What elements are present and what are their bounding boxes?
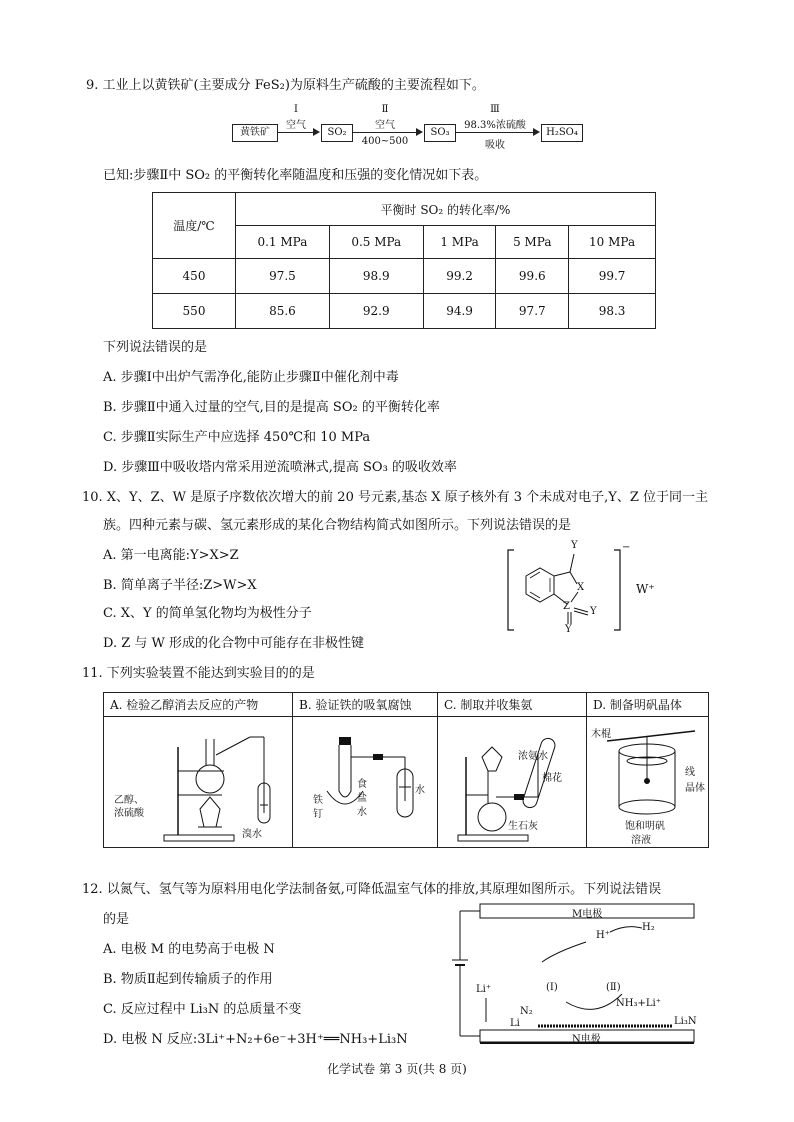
q10-stem-line2: 族。四种元素与碳、氢元素形成的某化合物结构简式如图所示。下列说法错误的是 bbox=[103, 518, 572, 533]
q9-option-b: B. 步骤Ⅱ中通入过量的空气,目的是提高 SO₂ 的平衡转化率 bbox=[103, 400, 440, 415]
pressure-header: 1 MPa bbox=[423, 226, 496, 259]
q10-structure bbox=[500, 538, 700, 642]
apparatus-c bbox=[438, 717, 587, 848]
value-cell: 99.7 bbox=[569, 259, 656, 294]
q9-question: 下列说法错误的是 bbox=[103, 340, 208, 355]
temp-cell: 450 bbox=[153, 259, 236, 294]
label-salt-3: 水 bbox=[357, 807, 367, 818]
substance-1-label: (Ⅰ) bbox=[546, 982, 558, 993]
label-solution-2: 溶液 bbox=[631, 835, 651, 846]
value-cell: 98.9 bbox=[329, 259, 423, 294]
hplus-label: H⁺ bbox=[596, 930, 610, 941]
li-label: Li bbox=[510, 1018, 520, 1029]
pressure-header: 10 MPa bbox=[569, 226, 656, 259]
temp-cell: 550 bbox=[153, 294, 236, 329]
label-salt-2: 盐 bbox=[357, 793, 367, 804]
experiment-picture-row bbox=[104, 717, 709, 848]
li3n-label: Li₃N bbox=[674, 1016, 697, 1027]
label-reagent-1: 乙醇、 bbox=[114, 795, 144, 806]
label-bromine-water: 溴水 bbox=[242, 829, 262, 840]
flow-box-so2: SO₂ bbox=[321, 124, 353, 142]
label-reagent-2: 浓硫酸 bbox=[114, 808, 144, 819]
value-cell: 94.9 bbox=[423, 294, 496, 329]
label-thread: 线 bbox=[685, 767, 695, 778]
q9-known: 已知:步骤Ⅱ中 SO₂ 的平衡转化率随温度和压强的变化情况如下表。 bbox=[103, 168, 488, 183]
table-row bbox=[153, 294, 656, 329]
value-cell: 85.6 bbox=[236, 294, 330, 329]
label-crystal: 晶体 bbox=[685, 783, 705, 794]
label-ammonia: 浓氨水 bbox=[518, 751, 548, 762]
q9-option-c: C. 步骤Ⅱ实际生产中应选择 450℃和 10 MPa bbox=[103, 430, 371, 445]
label-salt-1: 食 bbox=[357, 779, 367, 790]
page-footer: 化学试卷 第 3 页(共 8 页) bbox=[327, 1062, 467, 1076]
n-electrode-label: N电极 bbox=[572, 1034, 601, 1045]
table-col-group: 平衡时 SO₂ 的转化率/% bbox=[236, 193, 656, 226]
experiment-table bbox=[103, 692, 709, 848]
q11-stem: 11. 下列实验装置不能达到实验目的的是 bbox=[82, 666, 315, 681]
flow-box-so3: SO₃ bbox=[424, 124, 456, 142]
value-cell: 98.3 bbox=[569, 294, 656, 329]
pressure-header: 0.5 MPa bbox=[329, 226, 423, 259]
step2-number: Ⅱ bbox=[381, 104, 389, 115]
experiment-header-row bbox=[104, 693, 709, 717]
step1-condition: 空气 bbox=[286, 120, 306, 131]
atom-y-top: Y bbox=[571, 540, 578, 551]
value-cell: 97.7 bbox=[496, 294, 569, 329]
apparatus-d bbox=[587, 717, 709, 848]
step3-sub: 吸收 bbox=[485, 140, 505, 151]
value-cell: 97.5 bbox=[236, 259, 330, 294]
substance-2-label: (Ⅱ) bbox=[606, 982, 621, 993]
step3-number: Ⅲ bbox=[490, 104, 500, 115]
flow-box-pyrite: 黄铁矿 bbox=[232, 124, 278, 142]
q9-stem: 9. 工业上以黄铁矿(主要成分 FeS₂)为原料生产硫酸的主要流程如下。 bbox=[86, 78, 485, 93]
q10-stem-line1: 10. X、Y、Z、W 是原子序数依次增大的前 20 号元素,基态 X 原子核外有 3 个未成对电子,Y、Z 位于同一主 bbox=[82, 490, 709, 505]
value-cell: 99.2 bbox=[423, 259, 496, 294]
n2-label: N₂ bbox=[520, 1006, 533, 1017]
q9-option-d: D. 步骤Ⅲ中吸收塔内常采用逆流喷淋式,提高 SO₃ 的吸收效率 bbox=[103, 460, 457, 475]
atom-x: X bbox=[577, 582, 585, 593]
table-row-header: 温度/℃ bbox=[153, 193, 236, 259]
q9-option-a: A. 步骤Ⅰ中出炉气需净化,能防止步骤Ⅱ中催化剂中毒 bbox=[103, 370, 399, 385]
label-quicklime: 生石灰 bbox=[508, 821, 538, 832]
anion-charge: − bbox=[622, 542, 631, 553]
li-plus-label: Li⁺ bbox=[476, 984, 492, 995]
step2-temperature: 400~500 bbox=[361, 136, 409, 147]
q10-option-d: D. Z 与 W 形成的化合物中可能存在非极性键 bbox=[103, 636, 365, 651]
label-solution-1: 饱和明矾 bbox=[625, 821, 665, 832]
q12-option-d: D. 电极 N 反应:3Li⁺+N₂+6e⁻+3H⁺══NH₃+Li₃N bbox=[103, 1032, 408, 1047]
apparatus-a bbox=[104, 717, 293, 848]
step2-condition: 空气 bbox=[375, 120, 395, 131]
value-cell: 99.6 bbox=[496, 259, 569, 294]
q10-option-b: B. 简单离子半径:Z>W>X bbox=[103, 578, 257, 593]
label-cotton: 棉花 bbox=[542, 773, 562, 784]
apparatus-b bbox=[293, 717, 438, 848]
atom-z: Z bbox=[563, 601, 570, 612]
conversion-table bbox=[152, 192, 656, 329]
q10-option-a: A. 第一电离能:Y>X>Z bbox=[103, 548, 239, 563]
q12-stem-line2: 的是 bbox=[103, 912, 130, 927]
exp-header-a: A. 检验乙醇消去反应的产物 bbox=[104, 693, 293, 717]
atom-y-bottom: Y bbox=[565, 624, 572, 635]
label-stick: 木棍 bbox=[591, 729, 611, 740]
exp-header-b: B. 验证铁的吸氧腐蚀 bbox=[293, 693, 438, 717]
label-iron-2: 钉 bbox=[313, 809, 323, 820]
q12-option-c: C. 反应过程中 Li₃N 的总质量不变 bbox=[103, 1002, 302, 1017]
h2-label: H₂ bbox=[642, 922, 655, 933]
value-cell: 92.9 bbox=[329, 294, 423, 329]
q12-option-b: B. 物质Ⅱ起到传输质子的作用 bbox=[103, 972, 273, 987]
label-water: 水 bbox=[415, 785, 425, 796]
step1-number: Ⅰ bbox=[294, 104, 298, 115]
table-row bbox=[153, 259, 656, 294]
q12-option-a: A. 电极 M 的电势高于电极 N bbox=[103, 942, 275, 957]
flow-box-h2so4: H₂SO₄ bbox=[541, 124, 583, 142]
pressure-header: 0.1 MPa bbox=[236, 226, 330, 259]
m-electrode-label: M电极 bbox=[572, 909, 603, 920]
product-label: NH₃+Li⁺ bbox=[616, 998, 661, 1009]
q10-option-c: C. X、Y 的简单氢化物均为极性分子 bbox=[103, 606, 312, 621]
q12-stem-line1: 12. 以氮气、氢气等为原料用电化学法制备氨,可降低温室气体的排放,其原理如图所示。下列说法错误 bbox=[82, 882, 662, 897]
step3-condition: 98.3%浓硫酸 bbox=[464, 120, 526, 131]
exp-header-d: D. 制备明矾晶体 bbox=[587, 693, 709, 717]
q12-diagram bbox=[446, 902, 700, 1048]
atom-y-right: Y bbox=[590, 606, 597, 617]
exp-header-c: C. 制取并收集氨 bbox=[438, 693, 587, 717]
cation-w: W⁺ bbox=[636, 582, 655, 596]
pressure-header: 5 MPa bbox=[496, 226, 569, 259]
label-iron-1: 铁 bbox=[313, 795, 323, 806]
